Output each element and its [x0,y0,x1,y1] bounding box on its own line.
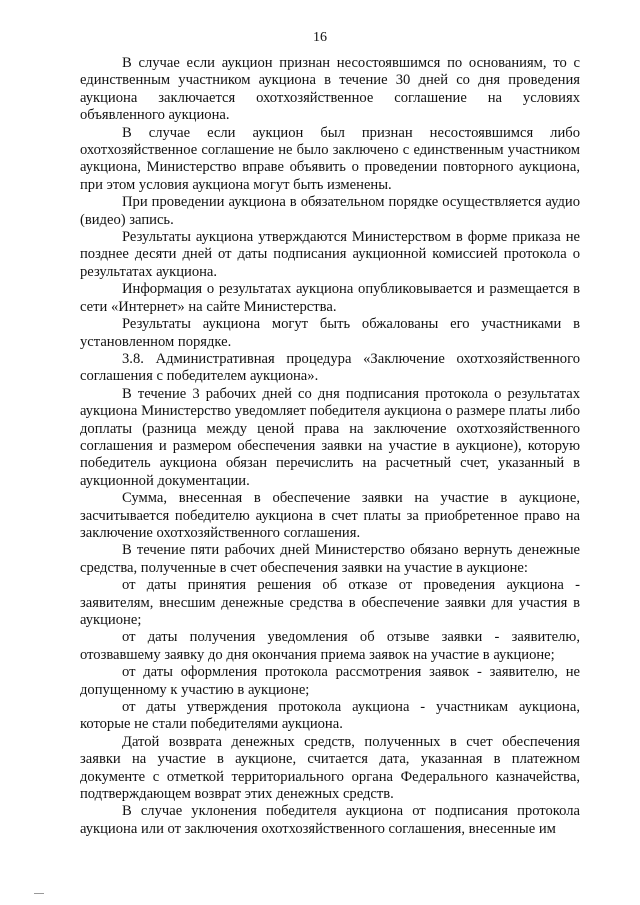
margin-mark [34,893,44,894]
list-item: от даты принятия решения об отказе от проведения аукциона - заявителям, внесшим денежные средства в обеспечение заявки для участия в аукционе; [80,577,580,628]
list-item: от даты получения уведомления об отзыве заявки - заявителю, отозвавшему заявку до дня окончания приема заявок на участие в аукционе; [80,629,580,663]
paragraph: В течение пяти рабочих дней Министерство обязано вернуть денежные средства, полученные в счет обеспечения заявки на участие в аукционе: [80,542,580,576]
paragraph: В случае если аукцион признан несостоявшимся по основаниям, то с единственным участником аукциона в течение 30 дней со дня проведения аукциона заключается охотхозяйственное соглашение на условиях объявленного аукциона. [80,55,580,124]
paragraph: Датой возврата денежных средств, полученных в счет обеспечения заявки на участие в аукционе, считается дата, указанная в платежном документе с отметкой территориального органа Федерального казначейства, подтверждающем возврат этих денежных средств. [80,733,580,803]
list-item: от даты оформления протокола рассмотрения заявок - заявителю, не допущенному к участию в аукционе; [80,664,580,698]
paragraph: В случае уклонения победителя аукциона от подписания протокола аукциона или от заключения охотхозяйственного соглашения, внесенные им [80,803,580,837]
paragraph: При проведении аукциона в обязательном порядке осуществляется аудио (видео) запись. [80,194,580,228]
paragraph: Сумма, внесенная в обеспечение заявки на участие в аукционе, засчитывается победителю аукциона в счет платы за приобретенное право на заключение охотхозяйственного соглашения. [80,490,580,541]
paragraph: В течение 3 рабочих дней со дня подписания протокола о результатах аукциона Министерство уведомляет победителя аукциона о размере платы либо доплаты (разница между ценой права на заключение охотхозяйственного соглашения и размером обеспечения заявки на участие в аукционе), которую победитель аукциона обязан перечислить на расчетный счет, указанный в аукционной документации. [80,385,580,489]
list-item: от даты утверждения протокола аукциона - участникам аукциона, которые не стали победителями аукциона. [80,699,580,733]
section-heading: 3.8. Административная процедура «Заключение охотхозяйственного соглашения с победителем аукциона». [80,350,580,385]
paragraph: Результаты аукциона могут быть обжалованы его участниками в установленном порядке. [80,316,580,350]
paragraph: Информация о результатах аукциона опубликовывается и размещается в сети «Интернет» на сайте Министерства. [80,281,580,315]
paragraph: В случае если аукцион был признан несостоявшимся либо охотхозяйственное соглашение не было заключено с единственным участником аукциона, Министерство вправе объявить о проведении повторного аукциона, при этом условия аукциона могут быть изменены. [80,124,580,193]
page-number: 16 [313,30,327,45]
paragraph: Результаты аукциона утверждаются Министерством в форме приказа не позднее десяти дней от даты подписания аукционной комиссией протокола о результатах аукциона. [80,229,580,280]
document-body [80,55,580,838]
